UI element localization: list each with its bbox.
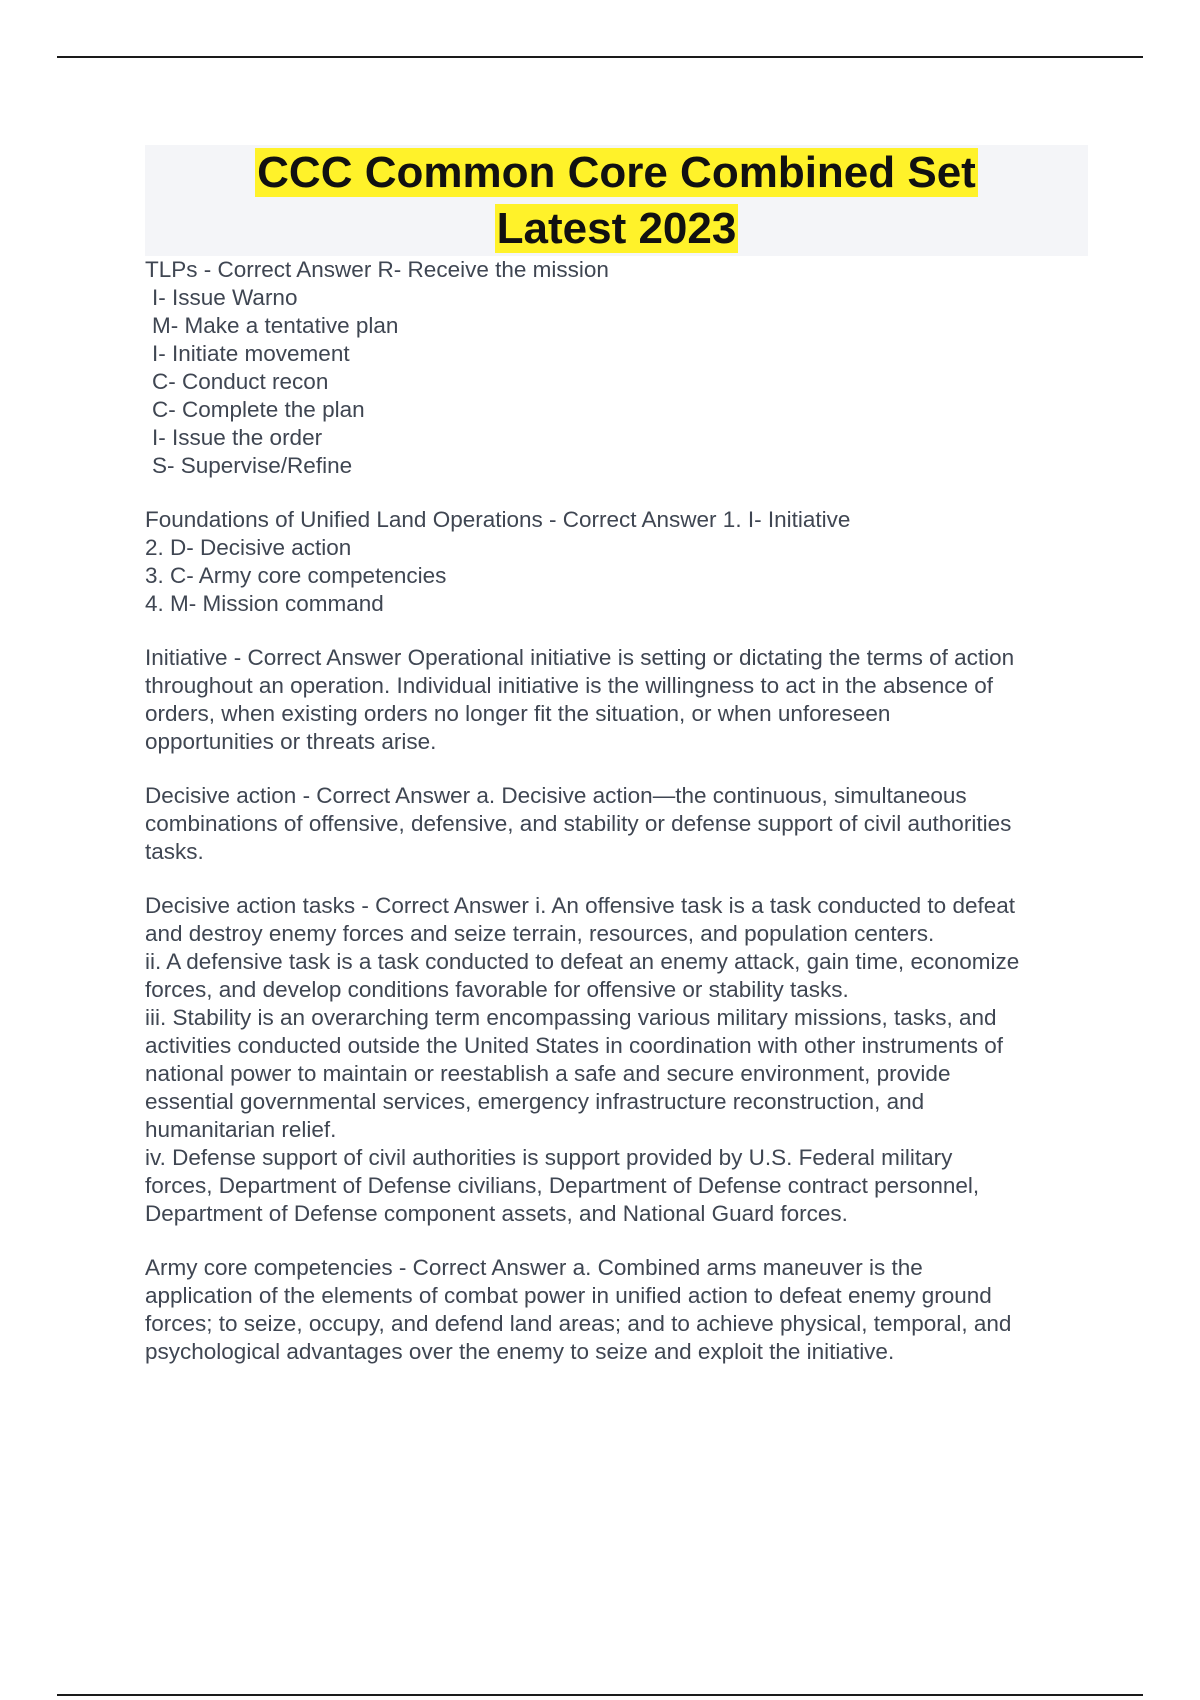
entry-line: I- Issue the order bbox=[152, 425, 323, 450]
entry-line: M- Make a tentative plan bbox=[152, 313, 399, 338]
title-line-1: CCC Common Core Combined Set bbox=[257, 148, 976, 197]
entry-line: Initiative - Correct Answer Operational initiative is setting or dictating the terms of action bbox=[145, 645, 1015, 670]
entry-line: orders, when existing orders no longer fit the situation, or when unforeseen bbox=[145, 701, 891, 726]
entry-line: national power to maintain or reestablish a safe and secure environment, provide bbox=[145, 1061, 951, 1086]
qa-entry-initiative bbox=[145, 644, 1095, 756]
qa-entry-decisive-action-tasks bbox=[145, 892, 1095, 1228]
entry-line: psychological advantages over the enemy to seize and exploit the initiative. bbox=[145, 1339, 895, 1364]
entry-line: tasks. bbox=[145, 839, 204, 864]
entry-line: activities conducted outside the United States in coordination with other instruments of bbox=[145, 1033, 1003, 1058]
entry-line: forces; to seize, occupy, and defend land areas; and to achieve physical, temporal, and bbox=[145, 1311, 1012, 1336]
entry-line: I- Issue Warno bbox=[152, 285, 298, 310]
entry-line: combinations of offensive, defensive, and stability or defense support of civil authorities bbox=[145, 811, 1012, 836]
entry-line: and destroy enemy forces and seize terrain, resources, and population centers. bbox=[145, 921, 935, 946]
entry-line: 4. M- Mission command bbox=[145, 591, 384, 616]
entry-line: TLPs - Correct Answer R- Receive the mission bbox=[145, 257, 609, 282]
entry-line: I- Initiate movement bbox=[152, 341, 350, 366]
entry-line: iv. Defense support of civil authorities is support provided by U.S. Federal military bbox=[145, 1145, 953, 1170]
title-line-2: Latest 2023 bbox=[496, 204, 737, 253]
entry-line: throughout an operation. Individual initiative is the willingness to act in the absence of bbox=[145, 673, 994, 698]
entry-line: forces, and develop conditions favorable for offensive or stability tasks. bbox=[145, 977, 849, 1002]
entry-line: Foundations of Unified Land Operations - Correct Answer 1. I- Initiative bbox=[145, 507, 851, 532]
entry-line: Decisive action - Correct Answer a. Decisive action—the continuous, simultaneous bbox=[145, 783, 967, 808]
qa-entry-foundations bbox=[145, 506, 1095, 618]
qa-entry-army-core-competencies bbox=[145, 1254, 1095, 1366]
entry-line: humanitarian relief. bbox=[145, 1117, 337, 1142]
entry-line: opportunities or threats arise. bbox=[145, 729, 437, 754]
entry-line: Department of Defense component assets, and National Guard forces. bbox=[145, 1201, 848, 1226]
entry-line: essential governmental services, emergency infrastructure reconstruction, and bbox=[145, 1089, 925, 1114]
document-title bbox=[145, 145, 1088, 256]
entry-line: application of the elements of combat power in unified action to defeat enemy ground bbox=[145, 1283, 992, 1308]
entry-line: C- Conduct recon bbox=[152, 369, 329, 394]
qa-entry-decisive-action bbox=[145, 782, 1095, 866]
entry-line: iii. Stability is an overarching term encompassing various military missions, tasks, and bbox=[145, 1005, 997, 1030]
qa-entry-tlps bbox=[145, 256, 1095, 480]
bottom-rule bbox=[57, 1694, 1143, 1696]
entry-line: 3. C- Army core competencies bbox=[145, 563, 447, 588]
entry-line: 2. D- Decisive action bbox=[145, 535, 352, 560]
entry-line: ii. A defensive task is a task conducted to defeat an enemy attack, gain time, economize bbox=[145, 949, 1020, 974]
entry-line: Army core competencies - Correct Answer a. Combined arms maneuver is the bbox=[145, 1255, 923, 1280]
entry-line: forces, Department of Defense civilians, Department of Defense contract personnel, bbox=[145, 1173, 980, 1198]
top-rule bbox=[57, 56, 1143, 58]
document-body bbox=[145, 256, 1095, 1392]
entry-line: S- Supervise/Refine bbox=[152, 453, 353, 478]
entry-line: C- Complete the plan bbox=[152, 397, 365, 422]
entry-line: Decisive action tasks - Correct Answer i. An offensive task is a task conducted to defeat bbox=[145, 893, 1016, 918]
